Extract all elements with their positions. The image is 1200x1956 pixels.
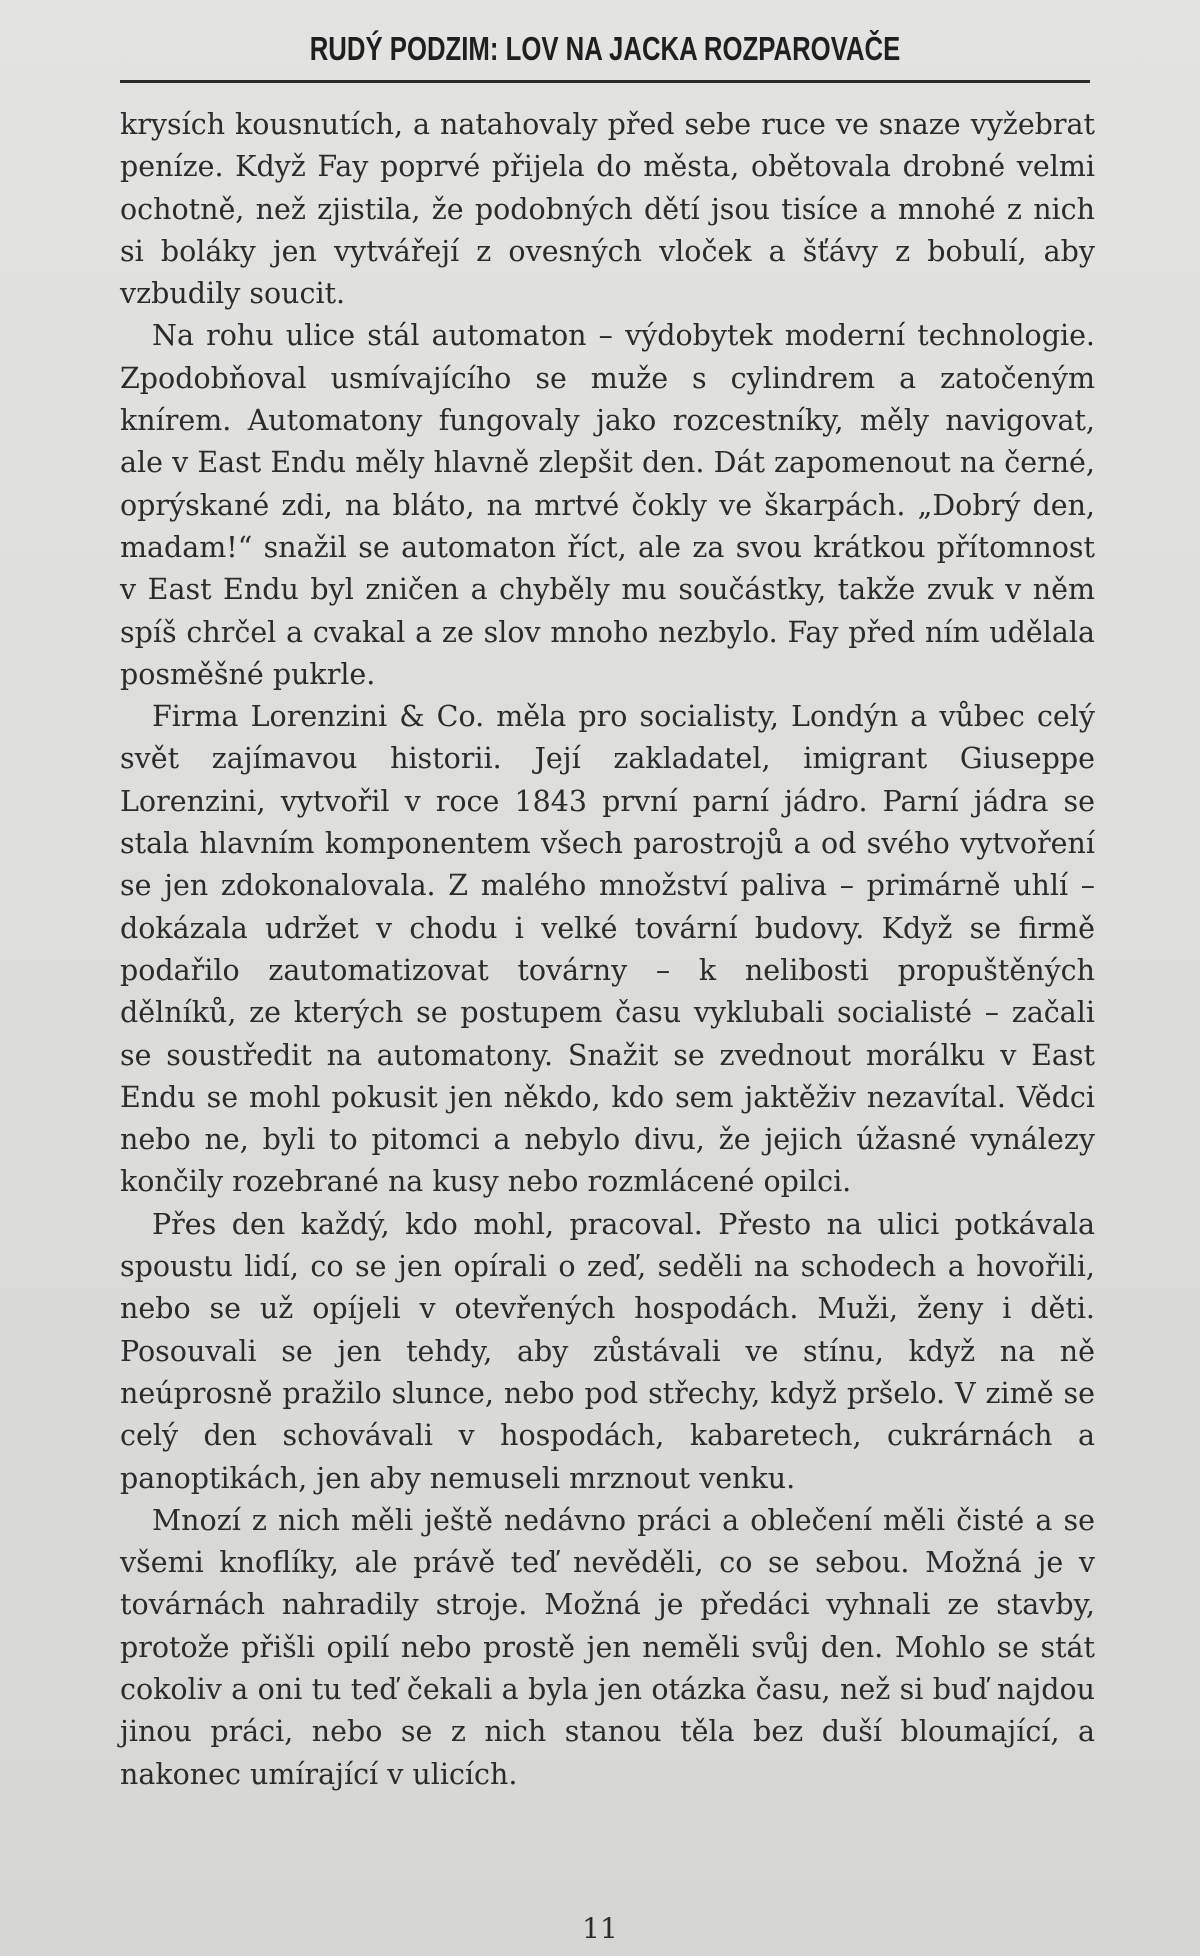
paragraph-2: Na rohu ulice stál automaton – výdobytek moderní technologie. Zpodobňoval usmívajícího se muže s cylindrem a zatočeným knírem. Automatony fungovaly jako rozcestníky, měly navigovat, ale v East Endu měly hlavně zlepšit den. Dát zapomenout na černé, oprýskané zdi, na bláto, na mrtvé čokly ve škarpách. „Dobrý den, madam!“ snažil se automaton říct, ale za svou krátkou přítomnost v East Endu byl zničen a chyběly mu součástky, takže zvuk v něm spíš chrčel a cvakal a ze slov mnoho nezbylo. Fay před ním udělala posměšné pukrle. xyxy=(120,319,1095,691)
page-number: 11 xyxy=(582,1912,618,1945)
header-rule xyxy=(120,80,1090,83)
paragraph-3: Firma Lorenzini & Co. měla pro socialisty, Londýn a vůbec celý svět zajímavou historii. Její zakladatel, imigrant Giuseppe Lorenzini, vytvořil v roce 1843 první parní jádro. Parní jádra se stala hlavním komponentem všech parostrojů a od svého vytvoření se jen zdokonalovala. Z malého množství paliva – primárně uhlí – dokázala udržet v chodu i velké tovární budovy. Když se firmě podařilo zautomatizovat továrny – k nelibosti propuštěných dělníků, ze kterých se postupem času vyklubali socialisté – začali se soustředit na automatony. Snažit se zvednout morálku v East Endu se mohl pokusit jen někdo, kdo sem jaktěživ nezavítal. Vědci nebo ne, byli to pitomci a nebylo divu, že jejich úžasné vynálezy končily rozebrané na kusy nebo rozmlácené opilci. xyxy=(120,700,1095,1199)
body-text xyxy=(120,104,1095,1796)
paragraph-5: Mnozí z nich měli ještě nedávno práci a oblečení měli čisté a se všemi knoflíky, ale právě teď nevěděli, co se sebou. Možná je v továrnách nahradily stroje. Možná je předáci vyhnali ze stavby, protože přišli opilí nebo prostě jen neměli svůj den. Mohlo se stát cokoliv a oni tu teď čekali a byla jen otázka času, než si buď najdou jinou práci, nebo se z nich stanou těla bez duší bloumající, a nakonec umírající v ulicích. xyxy=(120,1503,1095,1791)
paragraph-4: Přes den každý, kdo mohl, pracoval. Přesto na ulici potkávala spoustu lidí, co se jen opírali o zeď, seděli na schodech a hovořili, nebo se už opíjeli v otevřených hospodách. Muži, ženy i děti. Posouvali se jen tehdy, aby zůstávali ve stínu, když na ně neúprosně pražilo slunce, nebo pod střechy, když pršelo. V zimě se celý den schovávali v hospodách, kabaretech, cukrárnách a panoptikách, jen aby nemuseli mrznout venku. xyxy=(120,1207,1095,1495)
paragraph-1: krysích kousnutích, a natahovaly před sebe ruce ve snaze vyžebrat peníze. Když Fay poprvé přijela do města, obětovala drobné velmi ochotně, než zjistila, že podobných dětí jsou tisíce a mnohé z nich si boláky jen vytvářejí z ovesných vloček a šťávy z bobulí, aby vzbudily soucit. xyxy=(120,108,1095,311)
running-head: RUDÝ PODZIM: LOV NA JACKA ROZPAROVAČE xyxy=(309,30,901,67)
